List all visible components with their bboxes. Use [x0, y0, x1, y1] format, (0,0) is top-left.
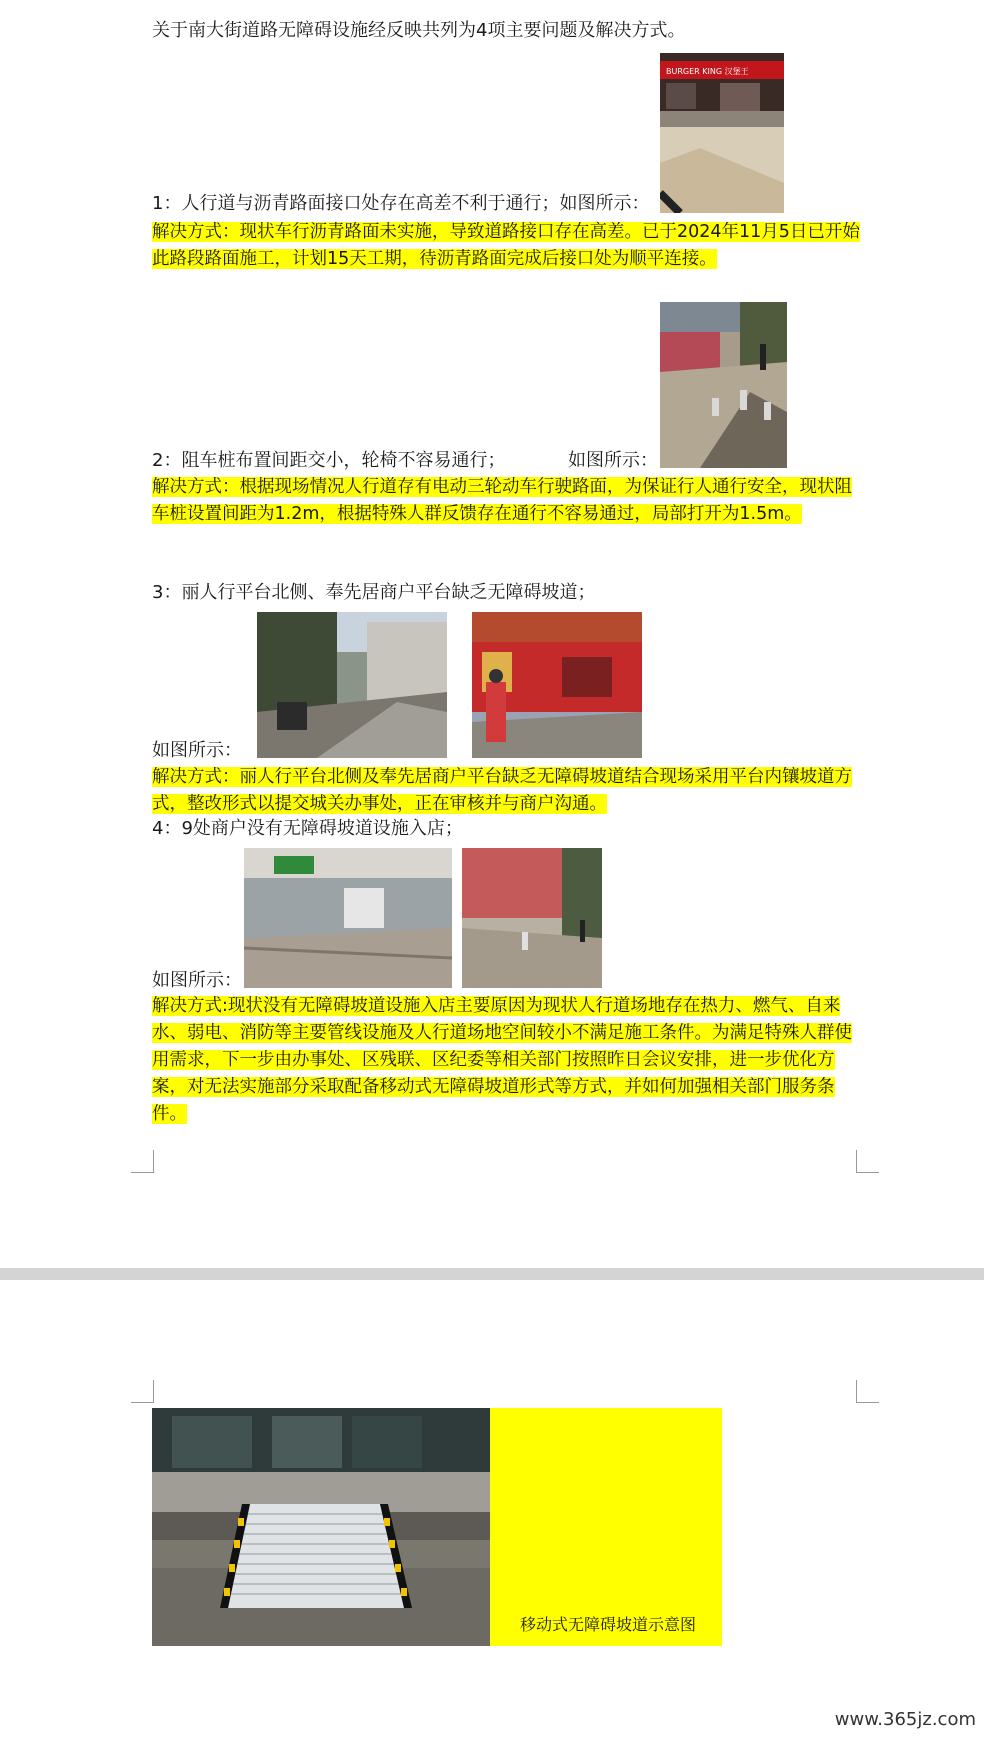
ramp-caption-box — [490, 1408, 722, 1646]
ramp-caption: 移动式无障碍坡道示意图 — [520, 1615, 697, 1634]
photo-platform-north — [257, 612, 447, 758]
item4-solution: 解决方式:现状没有无障碍坡道设施入店主要原因为现状人行道场地存在热力、燃气、自来水、弱电、消防等主要管线设施及人行道场地空间较小不满足施工条件。为满足特殊人群使用需求，下一步由办事处、区残联、区纪委等相关部门按照昨日会议安排，进一步优化方案，对无法实施部分采取配备移动式无障碍坡道形式等方式，并如何加强相关部门服务条件。 — [152, 996, 852, 1124]
photo-bollards — [660, 302, 787, 468]
item2-solution: 解决方式：根据现场情况人行道存有电动三轮动车行驶路面，为保证行人通行安全，现状阻车桩设置间距为1.2m，根据特殊人群反馈存在通行不容易通过，局部打开为1.5m。 — [152, 477, 852, 524]
photo-fengxianju — [472, 612, 642, 758]
photo-sign-text: BURGER KING 汉堡王 — [666, 67, 749, 76]
item2-caption: 如图所示： — [568, 450, 658, 471]
page-corner-mark — [131, 1150, 154, 1173]
page-corner-mark — [856, 1380, 879, 1403]
page-separator — [0, 1268, 984, 1280]
intro-text: 关于南大街道路无障碍设施经反映共列为4项主要问题及解决方式。 — [152, 20, 686, 41]
item3-problem: 3：丽人行平台北侧、奉先居商户平台缺乏无障碍坡道； — [152, 582, 596, 603]
item4-caption: 如图所示： — [152, 970, 242, 991]
item3-solution: 解决方式：丽人行平台北侧及奉先居商户平台缺乏无障碍坡道结合现场采用平台内镶坡道方式，整改形式以提交城关办事处，正在审核并与商户沟通。 — [152, 767, 852, 814]
photo-shops-bollards — [462, 848, 602, 988]
item4-problem: 4：9处商户没有无障碍坡道设施入店； — [152, 818, 463, 839]
item2-problem: 2：阻车桩布置间距交小，轮椅不容易通行； — [152, 450, 506, 471]
photo-sidewalk-step — [660, 53, 784, 213]
page-corner-mark — [856, 1150, 879, 1173]
page-corner-mark — [131, 1380, 154, 1403]
photo-shops-step — [244, 848, 452, 988]
document-page-2 — [0, 1280, 984, 1740]
item3-caption: 如图所示： — [152, 740, 242, 761]
photo-portable-ramp — [152, 1408, 490, 1646]
watermark: www.365jz.com — [834, 1709, 976, 1730]
item1-solution: 解决方式：现状车行沥青路面未实施，导致道路接口存在高差。已于2024年11月5日已开始此路段路面施工，计划15天工期，待沥青路面完成后接口处为顺平连接。 — [152, 222, 860, 269]
item1-problem: 1：人行道与沥青路面接口处存在高差不利于通行；如图所示： — [152, 193, 650, 214]
